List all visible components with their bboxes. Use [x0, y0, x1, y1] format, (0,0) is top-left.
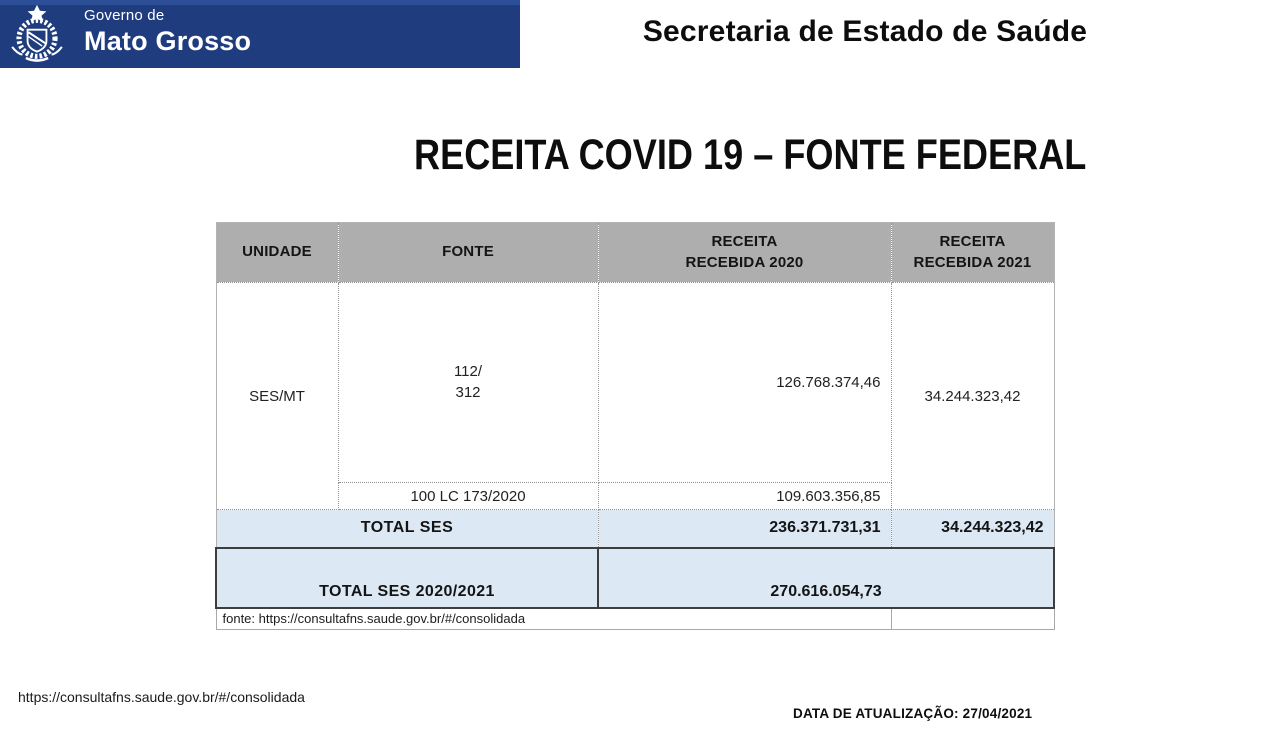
cell-total-geral-value: 270.616.054,73 — [598, 548, 1054, 608]
cell-fonte-112 — [338, 283, 598, 483]
cell-total-geral-label: TOTAL SES 2020/2021 — [216, 548, 598, 608]
header-fonte: FONTE — [338, 223, 598, 283]
cell-receita-2021: 34.244.323,42 — [891, 283, 1054, 510]
header-receita-2020-line1: RECEITA — [711, 233, 778, 251]
cell-receita-2020-112: 126.768.374,46 — [598, 283, 891, 483]
header-receita-2021 — [891, 223, 1054, 283]
footer-source-url: https://consultafns.saude.gov.br/#/consolidada — [18, 689, 305, 705]
banner-government-label: Governo de — [84, 7, 165, 24]
banner-state-label: Mato Grosso — [84, 25, 252, 56]
header-receita-2020-line2: RECEBIDA 2020 — [685, 253, 804, 271]
revenue-table — [215, 222, 1055, 630]
banner-text — [84, 8, 251, 56]
cell-fonte-112-line2: 312 — [455, 383, 481, 401]
cell-source-note: fonte: https://consultafns.saude.gov.br/#/consolidada — [216, 608, 891, 630]
table-row-total-geral — [216, 548, 1054, 608]
table-row-fonte-112 — [216, 283, 1054, 483]
table-row-source — [216, 608, 1054, 630]
revenue-table-wrap — [215, 222, 1055, 630]
mato-grosso-coat-of-arms-icon — [7, 4, 67, 64]
footer-update-date: DATA DE ATUALIZAÇÃO: 27/04/2021 — [793, 706, 1033, 721]
table-header-row — [216, 223, 1054, 283]
cell-unidade: SES/MT — [216, 283, 338, 510]
cell-total-ses-2020: 236.371.731,31 — [598, 510, 891, 548]
cell-receita-2020-100: 109.603.356,85 — [598, 483, 891, 510]
government-banner — [0, 0, 520, 68]
cell-total-ses-label: TOTAL SES — [216, 510, 598, 548]
slide-title — [350, 131, 1087, 180]
header-unidade: UNIDADE — [216, 223, 338, 283]
table-row-total-ses — [216, 510, 1054, 548]
banner-accent-strip — [0, 0, 520, 5]
cell-fonte-100: 100 LC 173/2020 — [338, 483, 598, 510]
cell-total-ses-2021: 34.244.323,42 — [891, 510, 1054, 548]
header-receita-2020 — [598, 223, 891, 283]
cell-source-empty — [891, 608, 1054, 630]
cell-fonte-112-line1: 112/ — [453, 363, 483, 381]
slide-title-text: RECEITA COVID 19 – FONTE FEDERAL — [414, 131, 1087, 179]
department-title: Secretaria de Estado de Saúde — [642, 15, 1088, 48]
header-receita-2021-line2: RECEBIDA 2021 — [913, 253, 1032, 271]
header-receita-2021-line1: RECEITA — [939, 233, 1006, 251]
